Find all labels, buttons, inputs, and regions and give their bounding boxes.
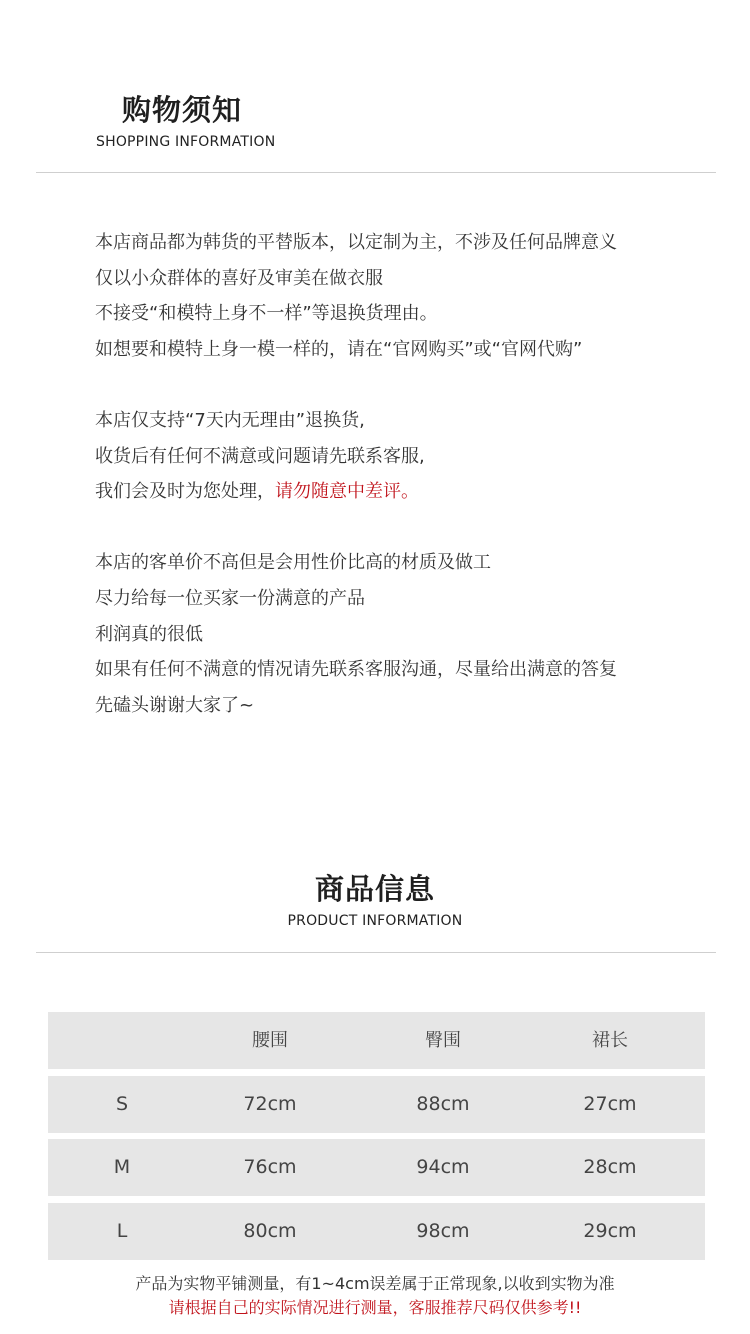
notice-line: 本店仅支持“7天内无理由”退换货,	[95, 409, 365, 431]
notice-line	[95, 474, 695, 510]
notice-line: 不接受“和模特上身不一样”等退换货理由。	[95, 303, 438, 325]
header-cell-waist: 腰围	[252, 1030, 288, 1051]
notice-line: 如果有任何不满意的情况请先联系客服沟通，尽量给出满意的答复	[95, 659, 617, 681]
hip-cell: 98cm	[416, 1220, 470, 1242]
warning-text: 请勿随意中差评。	[275, 481, 419, 503]
notice-line: 仅以小众群体的喜好及审美在做衣服	[95, 267, 383, 289]
notice-line: 如想要和模特上身一模一样的，请在“官网购买”或“官网代购”	[95, 338, 583, 360]
length-cell: 27cm	[583, 1093, 637, 1115]
section-divider	[36, 172, 716, 173]
notice-line: 先磕头谢谢大家了~	[95, 694, 255, 716]
table-row	[48, 1076, 705, 1133]
shopping-notice	[95, 225, 695, 723]
notice-line: 本店的客单价不高但是会用性价比高的材质及做工	[95, 552, 491, 574]
notice-line: 尽力给每一位买家一份满意的产品	[95, 587, 365, 609]
waist-cell: 72cm	[243, 1093, 297, 1115]
table-row	[48, 1139, 705, 1196]
size-cell: M	[113, 1156, 131, 1178]
size-cell: L	[116, 1220, 128, 1242]
measurement-note: 产品为实物平铺测量，有1~4cm误差属于正常现象,以收到实物为准	[135, 1274, 615, 1293]
shopping-info-title: 购物须知	[122, 93, 243, 127]
notice-line: 本店商品都为韩货的平替版本，以定制为主，不涉及任何品牌意义	[95, 232, 617, 253]
hip-cell: 88cm	[416, 1093, 470, 1115]
size-table-header	[48, 1012, 705, 1069]
length-cell: 28cm	[583, 1156, 637, 1178]
product-info-title: 商品信息	[314, 872, 435, 906]
product-info-subtitle: PRODUCT INFORMATION	[287, 913, 463, 929]
waist-cell: 76cm	[243, 1156, 297, 1178]
header-cell-length: 裙长	[592, 1030, 628, 1051]
section-divider	[36, 952, 716, 953]
header-cell-hip: 臀围	[425, 1030, 461, 1051]
shopping-info-subtitle: SHOPPING INFORMATION	[96, 134, 276, 150]
notice-text: 我们会及时为您处理，	[95, 481, 275, 503]
size-advice-warning: 请根据自己的实际情况进行测量，客服推荐尺码仅供参考!!	[168, 1298, 582, 1317]
header-cell-size	[72, 1012, 172, 1069]
waist-cell: 80cm	[243, 1220, 297, 1242]
size-cell: S	[115, 1093, 129, 1115]
notice-line: 收货后有任何不满意或问题请先联系客服,	[95, 445, 425, 467]
notice-line: 利润真的很低	[95, 623, 203, 645]
length-cell: 29cm	[583, 1220, 637, 1242]
hip-cell: 94cm	[416, 1156, 470, 1178]
table-row	[48, 1203, 705, 1260]
